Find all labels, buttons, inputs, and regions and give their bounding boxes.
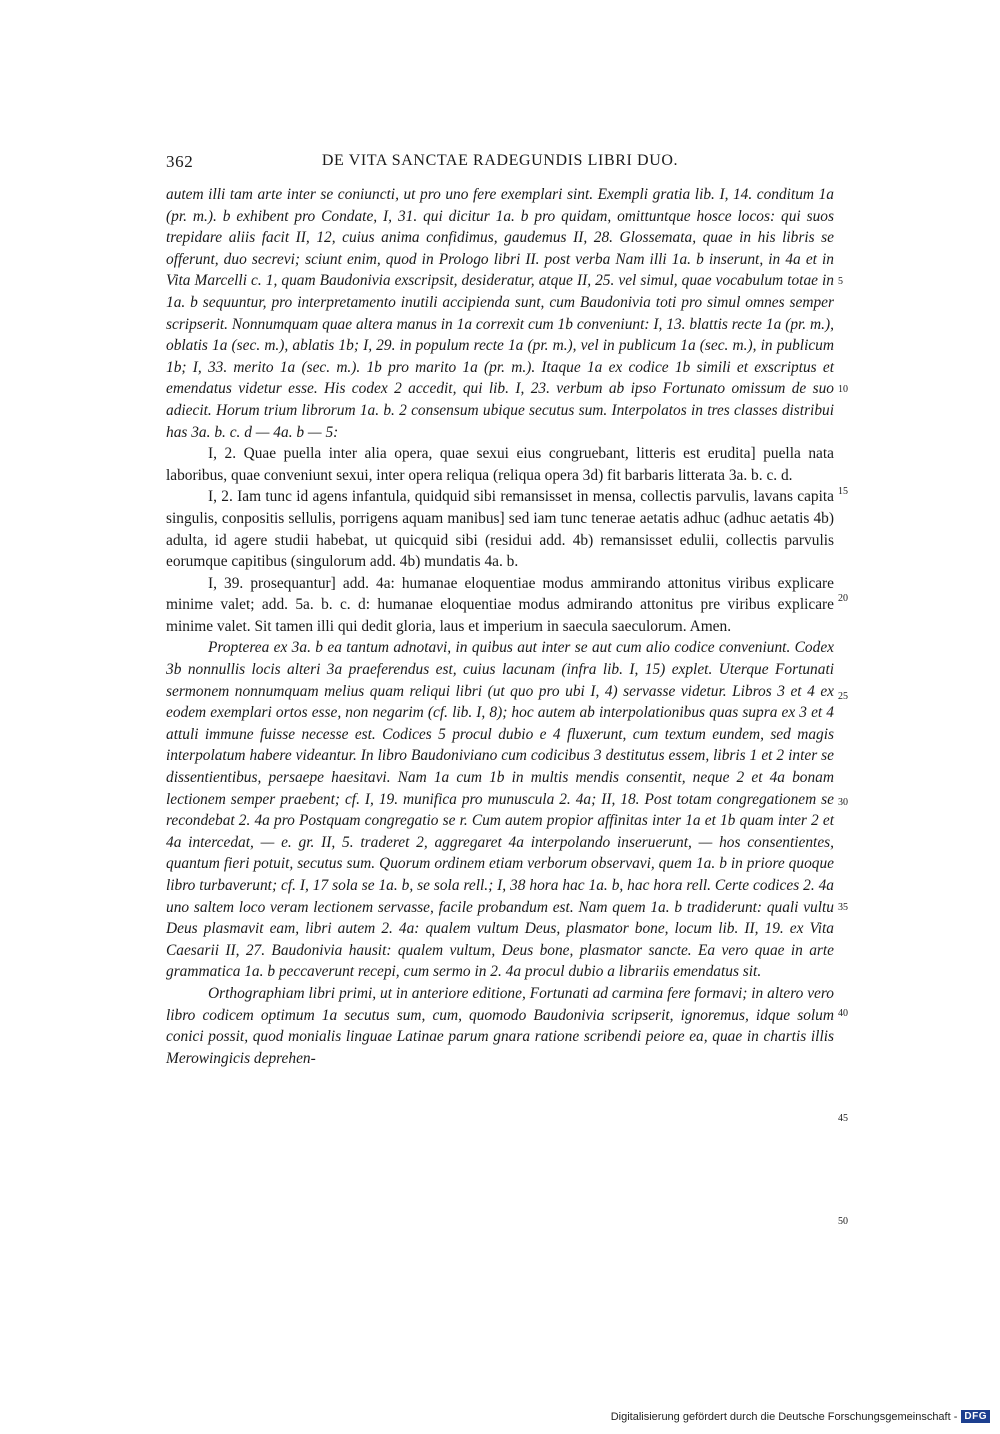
line-number: 5	[838, 276, 843, 287]
line-number: 30	[838, 797, 848, 808]
paragraph-4: I, 39. prosequantur] add. 4a: humanae eloquentiae modus ammirando attonitus viribus explicare minime valet; add. 5a. b. c. d: humanae eloquentiae modus admirando attonitus pre viribus explicare minime valet. Sit tamen illi qui dedit gloria, laus et imperium in saecula saeculorum. Amen.	[166, 574, 834, 635]
paragraph-5: Propterea ex 3a. b ea tantum adnotavi, in quibus aut inter se aut cum alio codice conveniunt. Codex 3b nonnullis locis alteri 3a praeferendus est, cuius lacunam (infra lib. I, 15) explet. Uterque Fortunati sermonem nonnumquam melius quam reliqui libri (ut quo pro ubi I, 4) servasse videtur. Libros 3 et 4 ex eodem exemplari ortos esse, non negarim (cf. lib. I, 8); hoc autem ab interpolationibus quas supra ex 3 et 4 attuli immune fuisse necesse est. Codices 5 procul dubio e 4 fluxerunt, cum textum eundem, sed magis interpolatum habere videantur. In libro Baudoniviano cum codicibus 3 destitutus essem, libris 1 et 2 inter se dissentientibus, persaepe haesitavi. Nam 1a cum 1b in multis mendis consentit, neque 2 et 4a bonam lectionem semper praebent; cf. I, 19. munifica pro munuscula 2. 4a; II, 18. Post totam congregationem se recondebat 2. 4a pro Postquam congregatio se r. Cum autem propior affinitas inter 1a et 1b quam inter 2 et 4a intercedat, — e. gr. II, 5. traderet 2, aggregaret 4a interpolando inseruerunt, — hos consentientes, quantum fieri potuit, secutus sum. Quorum ordinem etiam verborum observavi, quem 1a. b in priore quoque libro turbaverunt; cf. I, 17 sola se 1a. b, se sola rell.; I, 38 hora hac 1a. b, hac hora rell. Certe codices 2. 4a uno saltem loco veram lectionem servasse, facile probandum est. Nam quem 1a. b tradiderunt: quali vultu Deus plasmavit eam, libri autem 2. 4a: qualem vultum Deus, plasmator bone, locum lib. II, 19. ex Vita Caesarii II, 27. Baudonivia hausit: qualem vultum, Deus bone, plasmator sancte. Ea vero quae in arte grammatica 1a. b peccaverunt recepi, cum sermo in 2. 4a procul dubio a librariis emendatus sit.	[166, 639, 834, 981]
line-number: 45	[838, 1113, 848, 1124]
paragraph-3: I, 2. Iam tunc id agens infantula, quidquid sibi remansisset in mensa, collectis parvulis, lavans capita singulis, conpositis sellulis, porrigens aquam manibus] sed iam tunc tenerae aetatis adhuc (adhuc aetatis 4b) adulta, id agere studii habebat, ut quicquid sibi (residui add. 4b) remansisset edulii, collectis parvulis eorumque capitibus (singulorum add. 4b) mundatis 4a. b.	[166, 488, 834, 571]
page-header	[166, 150, 834, 176]
line-number: 50	[838, 1216, 848, 1227]
line-number: 35	[838, 902, 848, 913]
line-number: 10	[838, 384, 848, 395]
paragraph-1: autem illi tam arte inter se coniuncti, ut pro uno fere exemplari sint. Exempli gratia lib. I, 14. conditum 1a (pr. m.). b exhibent pro Condate, I, 31. qui dicitur 1a. b pro quidam, omittuntque hosce locos: qui suos trepidare aliis facit II, 12, cuius anima confidimus, gaudemus II, 28. Glossemata, quae in his libris se offerunt, duo secrevi; sciunt enim, quod in Prologo libri II. post verba Nam illi 1a. b inserunt, in 4a et in Vita Marcelli c. 1, quam Baudonivia exscripsit, desideratur, atque II, 25. vel simul, quae vocabulum totae in 1a. b sequuntur, pro interpretamento inutili accipienda sunt, cum Baudonivia toti pro simul omnes semper scripserit. Nonnumquam quae altera manus in 1a correxit cum 1b conveniunt: I, 13. blattis recte 1a (pr. m.), oblatis 1a (sec. m.), ablatis 1b; I, 29. in populum recte 1a (pr. m.), vel in publicum 1a (sec. m.), in publicum 1b; I, 33. merito 1a (sec. m.). 1b pro marito 1a (pr. m.). Itaque 1a ex codice 1b simili et exscriptus et emendatus videtur esse. His codex 2 accedit, qui lib. I, 23. verbum ab ipso Fortunato omissum de suo adiecit. Horum trium librorum 1a. b. 2 consensum ubique secutus sum. Interpolatos in tres classes distribui has 3a. b. c. d — 4a. b — 5:	[166, 186, 834, 441]
credit-text: Digitalisierung gefördert durch die Deutsche Forschungsgemeinschaft -	[610, 1410, 958, 1423]
line-number: 40	[838, 1008, 848, 1019]
line-number: 25	[838, 691, 848, 702]
running-title: DE VITA SANCTAE RADEGUNDIS LIBRI DUO.	[321, 152, 679, 169]
digitization-credit	[611, 1410, 990, 1423]
page-number: 362	[166, 152, 194, 171]
body-text	[166, 184, 834, 1069]
line-number: 15	[838, 486, 848, 497]
paragraph-6: Orthographiam libri primi, ut in anteriore editione, Fortunati ad carmina fere formavi; in altero vero libro codicem optimum 1a secutus sum, cum, quomodo Baudonivia scripserit, ignoremus, idque solum conici possit, quod monialis linguae Latinae parum gnara ratione scribendi peiore ea, quae in chartis illis Merowingicis deprehen-	[166, 984, 834, 1067]
dfg-logo: DFG	[961, 1410, 990, 1423]
line-number: 20	[838, 593, 848, 604]
paragraph-2: I, 2. Quae puella inter alia opera, quae sexui eius congruebant, litteris est erudita] puella nata laboribus, quae conveniunt sexui, inter opera reliqua (reliqua opera 3d) fit barbaris litterata 3a. b. c. d.	[166, 445, 834, 484]
